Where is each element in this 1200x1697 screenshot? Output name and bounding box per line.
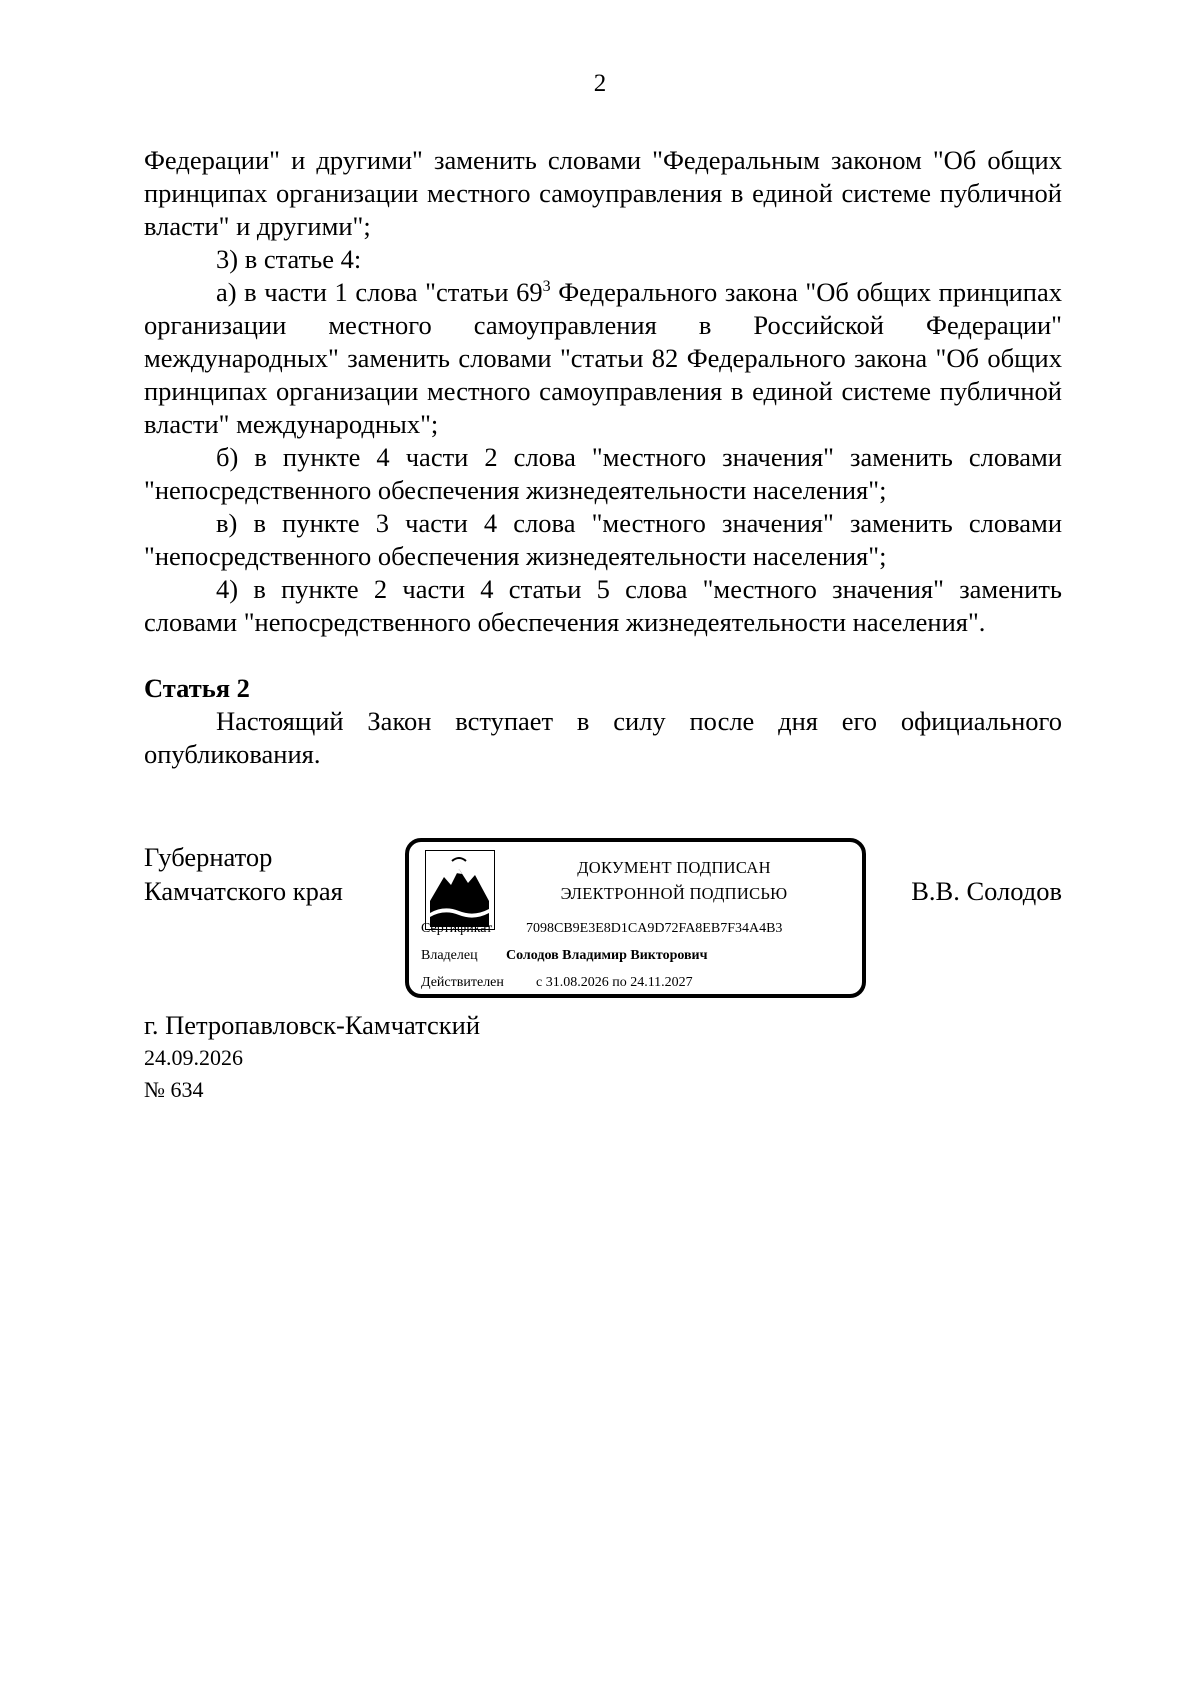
paragraph-3-rest: Федерального закона "Об общих принципах организации местного самоуправления в Российской Федерации" международных" заменить словами "статьи 82 Федерального закона "Об общих принципах организации местного самоуправления в единой системе публичной власти" международных"; (144, 277, 1062, 439)
date: 24.09.2026 (144, 1045, 243, 1070)
electronic-signature-stamp (405, 838, 866, 998)
stamp-title-line-2: ЭЛЕКТРОННОЙ ПОДПИСЬЮ (560, 884, 788, 903)
paragraph-2: 3) в статье 4: (216, 244, 362, 274)
paragraph-1: Федерации" и другими" заменить словами "Федеральным законом "Об общих принципах организации местного самоуправления в единой системе публичной власти" и другими"; (144, 145, 1062, 241)
kamchatka-emblem-icon (425, 850, 495, 930)
spacer (144, 639, 1062, 672)
owner-label: Владелец (421, 948, 478, 963)
paragraph-3-start: а) в части 1 слова "статьи 69 (216, 277, 543, 307)
signatory-name: В.В. Солодов (911, 876, 1062, 906)
article-2-text: Настоящий Закон вступает в силу после дня его официального опубликования. (144, 706, 1062, 769)
page-number: 2 (593, 70, 607, 97)
position-line-1: Губернатор (144, 842, 273, 872)
law-text (144, 144, 1062, 771)
certificate-label: Сертификат (421, 921, 493, 936)
document-number: № 634 (144, 1077, 204, 1102)
owner-row (421, 948, 708, 964)
paragraph-3 (144, 276, 1062, 441)
validity-row (421, 975, 693, 991)
paragraph-5: в) в пункте 3 части 4 слова "местного значения" заменить словами "непосредственного обеспечения жизнедеятельности населения"; (144, 508, 1062, 571)
article-2-heading: Статья 2 (144, 673, 250, 703)
place: г. Петропавловск-Камчатский (144, 1010, 480, 1040)
validity-value: с 31.08.2026 по 24.11.2027 (536, 975, 693, 990)
certificate-value: 7098CB9E3E8D1CA9D72FA8EB7F34A4B3 (526, 921, 783, 936)
paragraph-6: 4) в пункте 2 части 4 статьи 5 слова "местного значения" заменить словами "непосредственного обеспечения жизнедеятельности населения". (144, 574, 1062, 637)
superscript-3: 3 (542, 278, 551, 296)
signatory-position (144, 840, 343, 908)
certificate-row (421, 921, 782, 937)
place-date-number (144, 1008, 480, 1106)
stamp-title-line-1: ДОКУМЕНТ ПОДПИСАН (577, 858, 771, 877)
validity-label: Действителен (421, 975, 504, 990)
paragraph-4: б) в пункте 4 части 2 слова "местного значения" заменить словами "непосредственного обеспечения жизнедеятельности населения"; (144, 442, 1062, 505)
owner-value: Солодов Владимир Викторович (506, 948, 708, 963)
position-line-2: Камчатского края (144, 876, 343, 906)
